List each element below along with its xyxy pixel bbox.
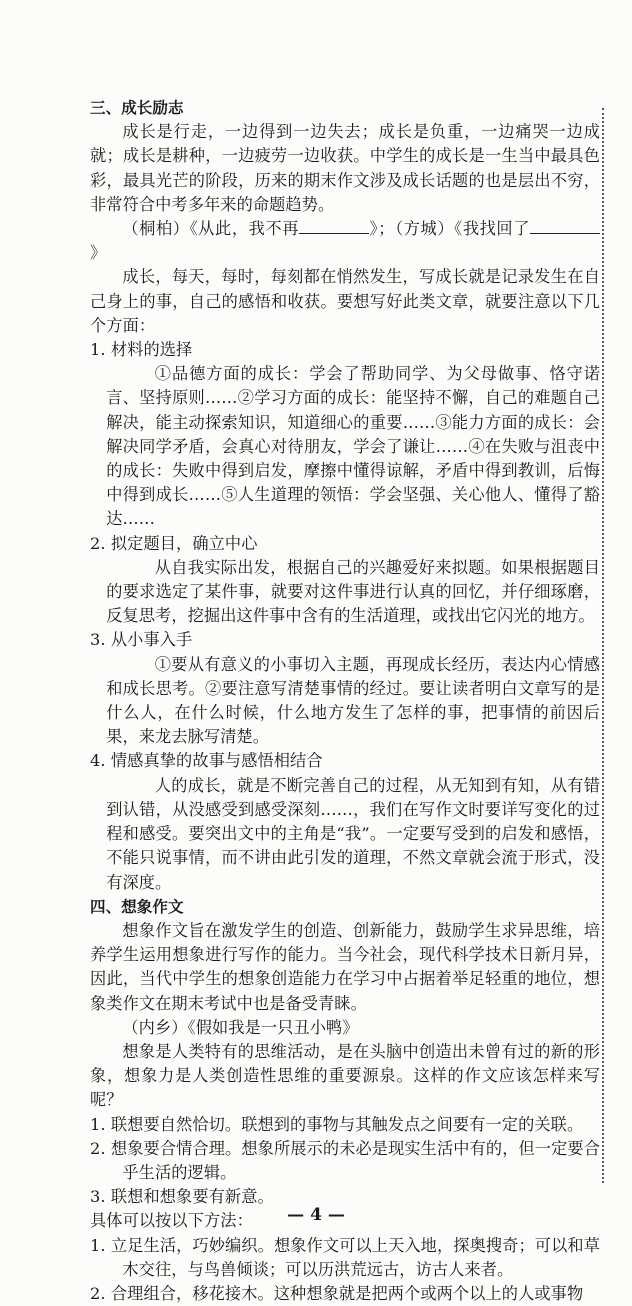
imagination-rule-2: 2. 想象要合情合理。想象所展示的未必是现实生活中有的，但一定要合乎生活的逻辑。 <box>90 1138 600 1182</box>
imagination-definition-paragraph: 想象是人类特有的思维活动，是在头脑中创造出未曾有过的新的形象，想象力是人类创造性思维的重要源泉。这样的作文应该怎样来写呢？ <box>90 1041 600 1110</box>
page-content <box>90 96 600 1306</box>
binding-dotted-line <box>602 108 604 1183</box>
fill-blank-2 <box>530 217 600 234</box>
example-text-c: 》 <box>90 243 107 263</box>
imagination-example-title: （内乡）《假如我是一只丑小鸭》 <box>122 1017 359 1037</box>
page-number: — 4 — <box>287 1205 345 1225</box>
method-2: 2. 合理组合，移花接木。这种想象就是把两个或两个以上的人或事物 <box>90 1283 584 1303</box>
item-1-title: 1. 材料的选择 <box>90 340 193 360</box>
section-title-growth: 三、成长励志 <box>90 99 184 117</box>
methods-intro: 具体可以按以下方法： <box>90 1211 253 1231</box>
example-text-b: 》；（方城）《我找回了 <box>369 219 530 239</box>
imagination-rule-1: 1. 联想要自然恰切。联想到的事物与其触发点之间要有一定的关联。 <box>90 1114 584 1134</box>
method-1: 1. 立足生活，巧妙编织。想象作文可以上天入地，探奥搜奇；可以和草木交往，与鸟兽倾谈；可以历洪荒远古，访古人来者。 <box>90 1235 600 1279</box>
fill-blank-1 <box>299 217 369 234</box>
item-3-title: 3. 从小事入手 <box>90 630 193 650</box>
imagination-intro-paragraph: 想象作文旨在激发学生的创造、创新能力，鼓励学生求异思维，培养学生运用想象进行写作的能力。当今社会，现代科学技术日新月异，因此，当代中学生的想象创造能力在学习中占据着举足轻重的地位，想象类作文在期末考试中也是备受青睐。 <box>90 920 600 1013</box>
growth-guidance-paragraph: 成长，每天，每时，每刻都在悄然发生，写成长就是记录发生在自己身上的事，自己的感悟和收获。要想写好此类文章，就要注意以下几个方面： <box>90 267 600 335</box>
example-text-a: （桐柏）《从此，我不再 <box>122 219 300 239</box>
item-4-body: 人的成长，就是不断完善自己的过程，从无知到有知，从有错到认错，从没感受到感受深刻……，我们在写作文时要详写变化的过程和感受。要突出文中的主角是“我”。一定要写受到的启发和感悟，不能只说事情，而不讲由此引发的道理，不然文章就会流于形式，没有深度。 <box>106 775 600 892</box>
item-2-title: 2. 拟定题目，确立中心 <box>90 533 258 553</box>
item-1-body: ①品德方面的成长：学会了帮助同学、为父母做事、恪守诺言、坚持原则……②学习方面的成长：能坚持不懈，自己的难题自己解决，能主动探索知识，知道细心的重要……③能力方面的成长：会解决同学矛盾，会真心对待朋友，学会了谦让……④在失败与沮丧中的成长：失败中得到启发，摩擦中懂得谅解，矛盾中得到教训，后悔中得到成长……⑤人生道理的领悟：学会坚强、关心他人、懂得了豁达…… <box>106 364 600 529</box>
growth-intro-paragraph: 成长是行走，一边得到一边失去；成长是负重，一边痛哭一边成就；成长是耕种，一边疲劳一边收获。中学生的成长是一生当中最具色彩，最具光芒的阶段，历来的期末作文涉及成长话题的也是层出不穷，非常符合中考多年来的命题趋势。 <box>90 122 600 214</box>
item-4-title: 4. 情感真挚的故事与感悟相结合 <box>90 751 323 771</box>
item-2-body: 从自我实际出发，根据自己的兴趣爱好来拟题。如果根据题目的要求选定了某件事，就要对这件事进行认真的回忆，并仔细琢磨，反复思考，挖掘出这件事中含有的生活道理，或找出它闪光的地方。 <box>106 557 600 626</box>
item-3-body: ①要从有意义的小事切入主题，再现成长经历，表达内心情感和成长思考。②要注意写清楚事情的经过。要让读者明白文章写的是什么人，在什么时候，什么地方发生了怎样的事，把事情的前因后果，来龙去脉写清楚。 <box>106 654 600 747</box>
section-title-imagination: 四、想象作文 <box>90 897 184 916</box>
imagination-rule-3: 3. 联想和想象要有新意。 <box>90 1187 274 1207</box>
growth-example-titles <box>90 217 600 265</box>
